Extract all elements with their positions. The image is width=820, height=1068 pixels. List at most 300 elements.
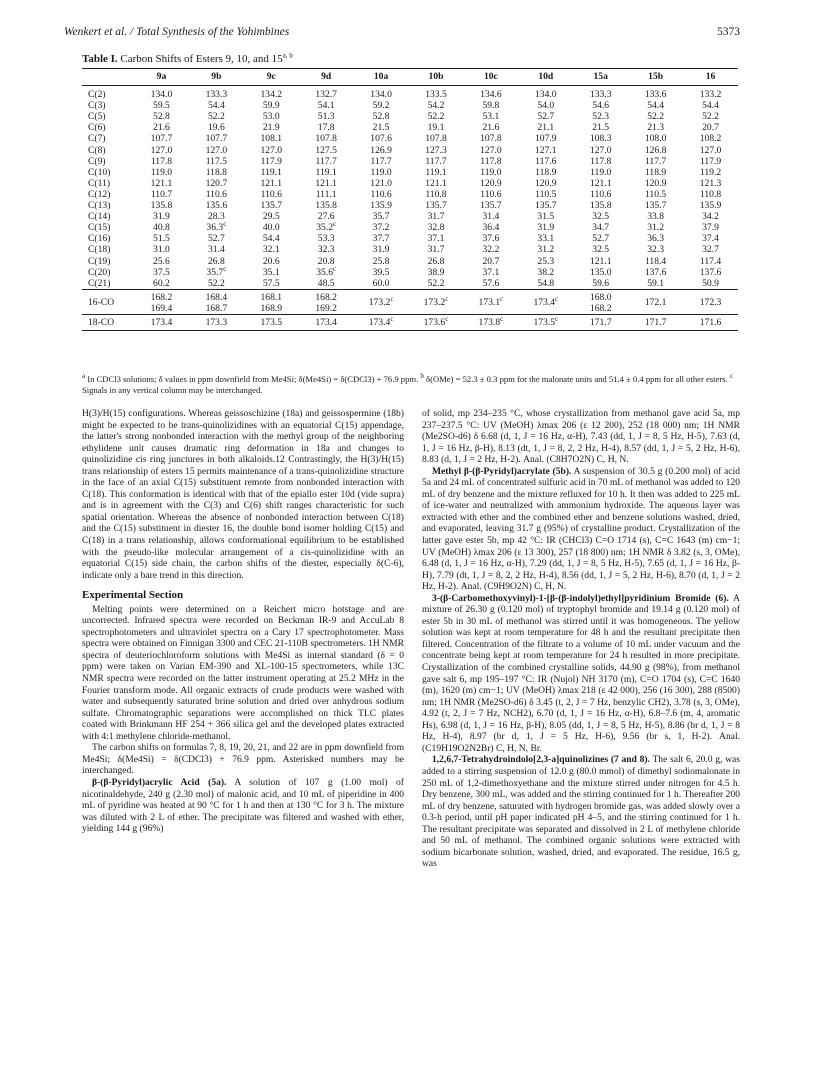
shift-cell — [463, 211, 518, 222]
shift-cell — [354, 267, 409, 278]
shift-cell — [683, 278, 738, 290]
row-label: C(2) — [88, 89, 106, 101]
shift-cell — [244, 86, 299, 101]
shift-value: 121.1 — [589, 255, 612, 267]
shift-cell — [299, 133, 354, 144]
shift-cell — [573, 289, 628, 314]
footnote-text: $^a$ In CDCl3 solutions; δ values in ppm downfield from Me4Si; δ(Me4Si) = δ(CDCl3) + 76.9 ppm. $^b$ δ(OMe) = 52.3 ± 0.3 ppm for the malonate units and 51.4 ± 0.4 ppm for all other esters. $^c$ Signals in any vertical column may be interchanged. — [82, 372, 733, 395]
shift-value: 121.0 — [370, 177, 392, 189]
shift-value: 110.8 — [425, 188, 447, 200]
shift-cell — [134, 222, 189, 233]
shift-cell — [463, 278, 518, 290]
shift-value: 21.5 — [592, 122, 610, 134]
shift-cell — [244, 314, 299, 330]
shift-value: 173.3 — [205, 316, 228, 328]
shift-cell — [518, 256, 573, 267]
shift-cell — [299, 178, 354, 189]
shift-cell — [518, 278, 573, 290]
shift-cell — [409, 233, 464, 244]
shift-value: 52.3 — [592, 111, 610, 123]
shift-value: 117.7 — [425, 155, 447, 167]
shift-cell — [244, 289, 299, 314]
compound-5b-text: A suspension of 30.5 g (0.200 mol) of acid 5a and 24 mL of concentrated sulfuric acid in 70 mL of methanol was added to 120 mL of dry benzene and the mixture refluxed for 10 h. It then was added to 225 mL of ice-water and neutralized with ammonium hydroxide. The aqueous layer was extracted with ether and the combined ether and benzene solutions washed, dried, and evaporated, leaving 31.7 g (95%) of crystalline product. Crystallization of the latter gave ester 5b, mp 42 °C: IR (CHCl3) C=O 1714 (s), C=C 1643 (m) cm−1; UV (MeOH) λmax 206 (ε 13 300), 257 (18 800) nm; 1H NMR δ 3.82 (s, 3, OMe), 6.48 (d, 1, J = 16 Hz, α-H), 7.29 (dd, 1, J = 8, 5 Hz, H-5), 7.65 (d, 1, J = 16 Hz, β-H), 7.79 (dt, 1, J = 8, 2, 2 Hz, H-4), 8.56 (dd, 1, J = 5, 2 Hz, H-6), 8.70 (d, 1, J = 2 Hz, H-2). Anal. (C9H9O2N) C, H, N. — [422, 465, 740, 593]
shift-value: 25.3 — [537, 255, 555, 267]
shift-value: 120.9 — [480, 177, 502, 189]
shift-value: 172.1 — [644, 297, 667, 309]
shift-value: 37.6 — [482, 233, 500, 245]
row-label: C(19) — [88, 255, 111, 267]
shift-cell — [244, 244, 299, 255]
shift-value: 57.5 — [262, 277, 280, 289]
shift-cell — [409, 100, 464, 111]
shift-value: 135.7 — [260, 200, 283, 212]
shift-value: 119.0 — [370, 166, 392, 178]
shift-cell — [573, 133, 628, 144]
shift-value: 168.9 — [260, 302, 283, 314]
shift-cell — [683, 178, 738, 189]
shift-value: 121.3 — [699, 177, 722, 189]
shift-cell — [134, 314, 189, 330]
table-row — [82, 111, 738, 122]
shift-cell — [189, 211, 244, 222]
shift-value: 126.9 — [370, 144, 392, 156]
shift-cell — [244, 256, 299, 267]
shift-cell — [518, 145, 573, 156]
shift-cell — [573, 200, 628, 211]
shift-value: 110.6 — [480, 188, 502, 200]
shift-value: 32.8 — [427, 222, 445, 234]
shift-cell — [409, 289, 464, 314]
shift-value: 173.4 — [315, 316, 337, 328]
row-label: C(3) — [88, 100, 106, 112]
table-row — [82, 211, 738, 222]
shift-value: 119.0 — [150, 166, 173, 178]
compound-6-paragraph — [422, 593, 740, 755]
shift-value: 117.6 — [535, 155, 557, 167]
shift-value: 110.7 — [150, 188, 173, 200]
shift-cell — [573, 267, 628, 278]
shift-cell — [354, 256, 409, 267]
compounds-7-8-heading: 1,2,6,7-Tetrahydroindolo[2,3-a]quinolizines (7 and 8). — [432, 754, 650, 766]
shift-cell — [244, 233, 299, 244]
shift-value: 53.1 — [482, 111, 500, 123]
shift-value: 121.1 — [315, 177, 337, 189]
shift-value: 168.1 — [260, 291, 283, 303]
shift-value: 21.3 — [647, 122, 664, 134]
shift-cell — [354, 86, 409, 101]
table-row — [82, 189, 738, 200]
running-head-title: Wenkert et al. / Total Synthesis of the Yohimbines — [64, 26, 290, 38]
shift-cell — [518, 100, 573, 111]
shift-value: 27.6 — [317, 211, 335, 223]
shift-cell — [409, 167, 464, 178]
footnote-mark: c — [500, 314, 504, 323]
shift-cell — [463, 167, 518, 178]
column-header: 9a — [134, 69, 189, 86]
compound-5b-heading: Methyl β-(β-Pyridyl)acrylate (5b). — [432, 465, 572, 477]
shift-value: 53.3 — [317, 233, 335, 245]
shift-value: 21.6 — [482, 122, 500, 134]
methods-paragraph: Melting points were determined on a Reichert micro hotstage and are uncorrected. Infrared spectra were recorded on Beckman IR-9 and AccuLab 8 spectrophotometers and ultraviolet spectra on a Cary 17 spectrophotometer. Mass spectra were obtained on Finnigan 3300 and CEC 21-110B spectrometers. 1H NMR spectra of deuteriochloroform solutions with Me4Si as internal standard (δ = 0 ppm) were taken on Varian EM-390 and XL-100-15 spectrometers, while 13C NMR spectra were recorded on the latter instrument operating at 25.2 MHz in the Fourier transform mode. All organic extracts of crude products were washed with water and subsequently saturated brine solution and dried over anhydrous sodium sulfate. Chromatographic separations were accomplished on thick TLC plates coated with Brinkmann HF 254 + 366 silica gel and the developed plates extracted with 4:1 methylene chloride-methanol. — [82, 603, 404, 742]
shift-value: 31.9 — [153, 211, 170, 223]
shift-cell — [244, 145, 299, 156]
shift-cell — [189, 133, 244, 144]
shift-value: 126.8 — [644, 144, 667, 156]
shift-cell — [463, 86, 518, 101]
shift-cell — [573, 111, 628, 122]
shift-value: 134.0 — [370, 89, 392, 101]
shift-value: 52.8 — [372, 111, 390, 123]
shift-cell — [189, 167, 244, 178]
shift-cell — [463, 100, 518, 111]
shift-cell — [244, 211, 299, 222]
column-header: 10b — [409, 69, 464, 86]
column-header: 10a — [354, 69, 409, 86]
footnote-b: δ(OMe) = 52.3 ± 0.3 ppm for the malonate units and 51.4 ± 0.4 ppm for all other esters. — [426, 374, 728, 384]
shift-cell — [518, 133, 573, 144]
column-header: 15b — [628, 69, 683, 86]
table-row — [82, 200, 738, 211]
shift-cell — [683, 222, 738, 233]
shift-value: 19.6 — [207, 122, 225, 134]
shift-value: 171.7 — [644, 316, 667, 328]
shift-cell — [573, 222, 628, 233]
shift-value: 59.9 — [262, 100, 280, 112]
shift-value: 127.0 — [699, 144, 722, 156]
shift-value: 135.7 — [425, 200, 447, 212]
shift-cell — [354, 111, 409, 122]
shift-cell — [463, 244, 518, 255]
footnote-mark: c — [223, 266, 227, 273]
shift-cell — [518, 122, 573, 133]
compounds-7-8-paragraph — [422, 754, 740, 869]
shift-value: 31.0 — [153, 244, 170, 256]
shift-value: 119.0 — [590, 166, 612, 178]
shift-cell — [189, 314, 244, 330]
shift-value: 17.8 — [317, 122, 335, 134]
shift-cell — [628, 156, 683, 167]
shift-value: 34.2 — [702, 211, 719, 223]
shift-cell — [244, 133, 299, 144]
table-title: Carbon Shifts of Esters 9, 10, and 15 — [120, 53, 283, 65]
shift-cell — [463, 314, 518, 330]
shift-cell — [354, 211, 409, 222]
shift-value: 29.5 — [262, 211, 280, 223]
shift-cell — [134, 133, 189, 144]
shift-cell — [354, 189, 409, 200]
shift-value: 121.1 — [150, 177, 173, 189]
shift-cell — [463, 133, 518, 144]
shift-value: 119.1 — [315, 166, 337, 178]
shift-cell — [683, 156, 738, 167]
footnote-mark: c — [555, 314, 559, 323]
shift-cell — [573, 233, 628, 244]
shift-value: 37.7 — [372, 233, 390, 245]
shift-value: 117.8 — [150, 155, 173, 167]
shift-cell — [244, 156, 299, 167]
shift-value: 127.0 — [150, 144, 173, 156]
shift-value: 52.7 — [592, 233, 610, 245]
shift-cell — [299, 189, 354, 200]
row-label: C(9) — [88, 155, 106, 167]
shift-value: 119.1 — [425, 166, 447, 178]
shift-cell — [518, 86, 573, 101]
shift-value: 119.0 — [480, 166, 502, 178]
row-label: C(21) — [88, 277, 111, 289]
shift-cell — [683, 200, 738, 211]
shift-cell — [463, 256, 518, 267]
footnote-mark: c — [333, 266, 337, 273]
shift-value: 121.1 — [589, 177, 612, 189]
table-row-18-co — [82, 314, 738, 330]
shift-value: 110.5 — [644, 188, 667, 200]
table-row — [82, 267, 738, 278]
shift-cell — [409, 211, 464, 222]
shift-value: 37.4 — [702, 233, 719, 245]
shift-value: 107.7 — [205, 133, 228, 145]
shift-value: 54.4 — [207, 100, 225, 112]
column-header: 10d — [518, 69, 573, 86]
column-header: 9b — [189, 69, 244, 86]
compound-5a-paragraph — [82, 777, 404, 835]
shift-value: 173.5 — [260, 316, 283, 328]
shift-value: 39.5 — [372, 266, 390, 278]
shift-value: 25.8 — [372, 255, 390, 267]
shift-value: 20.7 — [482, 255, 500, 267]
shift-value: 108.3 — [589, 133, 612, 145]
table-header-row — [82, 69, 738, 86]
shift-value: 36.4 — [482, 222, 500, 234]
shift-value: 169.4 — [150, 302, 173, 314]
shift-cell — [683, 233, 738, 244]
shift-value: 20.6 — [262, 255, 280, 267]
shift-value: 121.1 — [260, 177, 283, 189]
shift-cell — [244, 189, 299, 200]
shift-cell — [189, 189, 244, 200]
shift-cell — [354, 222, 409, 233]
shift-cell — [354, 167, 409, 178]
shift-value: 127.0 — [205, 144, 228, 156]
shift-cell — [409, 278, 464, 290]
shift-value: 110.6 — [370, 188, 392, 200]
shift-value: 34.7 — [592, 222, 610, 234]
shift-value: 107.8 — [480, 133, 502, 145]
shift-value: 52.2 — [427, 111, 445, 123]
row-label: C(14) — [88, 211, 111, 223]
shift-cell — [244, 122, 299, 133]
shift-value: 26.8 — [207, 255, 225, 267]
shift-value: 173.4 — [150, 316, 173, 328]
shift-cell — [683, 211, 738, 222]
shift-value: 52.2 — [702, 111, 719, 123]
shift-cell — [299, 122, 354, 133]
shift-value: 118.9 — [535, 166, 557, 178]
row-label: C(5) — [88, 111, 106, 123]
shift-cell — [354, 244, 409, 255]
table-row — [82, 167, 738, 178]
row-label: C(18) — [88, 244, 111, 256]
shift-cell — [518, 156, 573, 167]
compounds-7-8-text: The salt 6, 20.0 g, was added to a stirring suspension of 12.0 g (80.0 mmol) of dimethyl sodiomalonate in 250 mL of 1,2-dimethoxyethane and the mixture stirred under nitrogen for 4.5 h. Dry benzene, 300 mL, was added and the stirring continued for 1 h. Thereafter 200 mL of dry benzene, saturated with hydrogen bromide gas, was added slowly over a 0.3-h period, until pH paper indicated pH 4–5, and the stirring continued for 1 h. The resultant precipitate was separated and dissolved in 2 L of methylene chloride and 50 mL of methanol. The combined organic solutions were extracted with sodium bicarbonate solution, washed, dried, and evaporated. The residue, 16.5 g, was — [422, 754, 740, 870]
row-label: C(8) — [88, 144, 106, 156]
shift-cell — [683, 111, 738, 122]
shift-value: 120.7 — [205, 177, 228, 189]
shift-cell — [299, 278, 354, 290]
shift-note-paragraph: The carbon shifts on formulas 7, 8, 19, 20, 21, and 22 are in ppm downfield from Me4Si; δ(Me4Si) = δ(CDCl3) + 76.9 ppm. Asterisked numbers may be interchanged. — [82, 742, 404, 777]
column-header: 16 — [683, 69, 738, 86]
shift-value: 110.6 — [260, 188, 282, 200]
row-label: C(20) — [88, 266, 111, 278]
shift-cell — [244, 167, 299, 178]
shift-value: 137.6 — [699, 266, 722, 278]
shift-value: 134.2 — [260, 89, 283, 101]
shift-value: 54.4 — [262, 233, 280, 245]
shift-cell — [518, 233, 573, 244]
table-row — [82, 145, 738, 156]
shift-cell — [299, 256, 354, 267]
carbon-shifts-table — [82, 68, 738, 331]
table-row — [82, 233, 738, 244]
shift-cell — [463, 189, 518, 200]
shift-cell — [683, 189, 738, 200]
shift-value: 32.2 — [482, 244, 500, 256]
compound-6-text: A mixture of 26.30 g (0.120 mol) of tryptophyl bromide and 19.14 g (0.120 mol) of ester 5b in 30 mL of methanol was stirred until it was homogeneous. The yellow solution was kept at room temperature for 48 h and the resultant precipitate then filtered. Concentration of the filtrate to a volume of 10 mL under vacuum and the concentrate being kept at room temperature for 24 h resulted in more precipitate. Crystallization of the combined crystalline solids, 44.90 g (98%), from methanol gave salt 6, mp 195–197 °C: IR (Nujol) NH 3170 (m), C=O 1704 (s), C=C 1640 (m), 1620 (m) cm−1; UV (MeOH) λmax 218 (ε 42 000), 256 (16 300), 288 (8500) nm; 1H NMR (Me2SO-d6) δ 3.45 (t, 2, J = 7 Hz, benzylic CH2), 3.78 (s, 3, OMe), 4.92 (t, 2, J = 7 Hz, NCH2), 6.70 (d, 1, J = 16 Hz, α-H), 6.8–7.6 (m, 4, aromatic Hs), 6.98 (d, 1, J = 16 Hz, β-H), 8.05 (dd, 1, J = 8, 5 Hz, H-5), 8.86 (br d, 1, J = 8 Hz, H-4), 8.97 (br d, 1, J = 5 Hz, H-6), 9.56 (br s, 1, H-2). Anal. (C19H19O2N2Br) C, H, N, Br. — [422, 592, 740, 754]
shift-value: 110.8 — [699, 188, 722, 200]
shift-cell — [354, 100, 409, 111]
compound-5a-continued: of solid, mp 234–235 °C, whose crystallization from methanol gave acid 5a, mp 237–237.5 °C: UV (MeOH) λmax 206 (ε 12 200), 252 (18 000) nm; 1H NMR (Me2SO-d6) δ 6.68 (d, 1, J = 16 Hz, α-H), 7.43 (dd, 1, J = 8, 5 Hz, H-5), 7.63 (d, 1, J = 16 Hz, β-H), 8.13 (dt, 1, J = 8, 2, 2 Hz, H-4), 8.57 (dd, 1, J = 5, 2 Hz, H-6), 8.83 (d, 1, J = 2 Hz, H-2). Anal. (C8H7O2N) C, H, N. — [422, 408, 740, 466]
shift-value: 110.6 — [205, 188, 227, 200]
shift-cell — [299, 289, 354, 314]
shift-value: 135.8 — [315, 200, 337, 212]
shift-value: 133.2 — [699, 89, 722, 101]
shift-value: 51.5 — [153, 233, 170, 245]
shift-value: 132.7 — [315, 89, 337, 101]
shift-value: 20.7 — [702, 122, 719, 134]
left-column — [82, 408, 404, 1060]
shift-cell — [354, 289, 409, 314]
shift-cell — [573, 100, 628, 111]
shift-value: 117.8 — [590, 155, 612, 167]
shift-cell — [134, 267, 189, 278]
shift-value: 21.6 — [153, 122, 170, 134]
shift-cell — [189, 222, 244, 233]
shift-cell — [409, 267, 464, 278]
shift-cell — [628, 122, 683, 133]
shift-value: 135.8 — [150, 200, 173, 212]
shift-cell — [573, 278, 628, 290]
shift-value: 60.2 — [153, 277, 170, 289]
shift-cell — [189, 244, 244, 255]
shift-value: 59.8 — [482, 100, 500, 112]
shift-cell — [354, 145, 409, 156]
table-row — [82, 100, 738, 111]
footnote-c: Signals in any vertical column may be interchanged. — [82, 384, 263, 395]
shift-cell — [628, 100, 683, 111]
shift-value: 173.8 — [478, 316, 501, 328]
row-label: C(10) — [88, 166, 111, 178]
table-row — [82, 278, 738, 290]
shift-value: 135.9 — [699, 200, 722, 212]
shift-value: 60.0 — [372, 277, 390, 289]
shift-cell — [189, 156, 244, 167]
shift-cell — [628, 244, 683, 255]
shift-cell — [354, 314, 409, 330]
shift-value: 52.2 — [207, 111, 225, 123]
shift-cell — [573, 211, 628, 222]
shift-cell — [134, 200, 189, 211]
shift-cell — [518, 178, 573, 189]
footnote-mark: c — [390, 295, 394, 304]
shift-cell — [628, 86, 683, 101]
shift-cell — [628, 133, 683, 144]
shift-cell — [573, 314, 628, 330]
shift-cell — [189, 233, 244, 244]
shift-value: 19.1 — [427, 122, 445, 134]
shift-value: 121.1 — [425, 177, 447, 189]
shift-value: 117.7 — [644, 155, 667, 167]
shift-cell — [409, 222, 464, 233]
shift-value: 31.4 — [207, 244, 225, 256]
shift-cell — [189, 289, 244, 314]
shift-cell — [683, 256, 738, 267]
footnote-mark: c — [445, 314, 449, 323]
shift-value: 173.6 — [423, 316, 446, 328]
compound-5a-text: A solution of 107 g (1.00 mol) of nicotinaldehyde, 240 g (2.30 mol) of malonic acid, and 10 mL of piperidine in 400 mL of pyridine was heated at 90 °C for 1 h and then at 130 °C for 3 h. The mixture was diluted with 2 L of ether. The precipitate was filtered and washed with ether, yielding 144 g (96%) — [82, 776, 404, 835]
shift-cell — [244, 111, 299, 122]
shift-cell — [354, 133, 409, 144]
table-row — [82, 122, 738, 133]
shift-value: 110.5 — [535, 188, 557, 200]
shift-cell — [189, 200, 244, 211]
shift-value: 59.1 — [647, 277, 664, 289]
shift-cell — [299, 145, 354, 156]
column-header: 9c — [244, 69, 299, 86]
shift-cell — [518, 289, 573, 314]
row-label: C(15) — [88, 222, 111, 234]
shift-value: 173.4 — [533, 297, 556, 309]
shift-value: 54.2 — [427, 100, 445, 112]
shift-value: 135.9 — [370, 200, 392, 212]
shift-cell — [518, 200, 573, 211]
table-row — [82, 133, 738, 144]
shift-value: 59.5 — [153, 100, 170, 112]
shift-value: 31.7 — [427, 244, 445, 256]
shift-cell — [683, 167, 738, 178]
shift-cell — [299, 267, 354, 278]
shift-value: 117.7 — [370, 155, 392, 167]
shift-value: 26.8 — [427, 255, 445, 267]
shift-cell — [463, 111, 518, 122]
shift-cell — [573, 256, 628, 267]
shift-cell — [189, 256, 244, 267]
shift-cell — [573, 156, 628, 167]
shift-value: 52.7 — [537, 111, 555, 123]
shift-cell — [628, 289, 683, 314]
shift-cell — [683, 86, 738, 101]
shift-value: 135.7 — [535, 200, 557, 212]
shift-cell — [628, 167, 683, 178]
shift-value: 108.2 — [699, 133, 722, 145]
shift-value: 35.7 — [206, 266, 224, 278]
table-label: Table I. — [82, 53, 118, 65]
shift-cell — [573, 189, 628, 200]
shift-cell — [189, 278, 244, 290]
shift-cell — [354, 200, 409, 211]
shift-value: 169.2 — [315, 302, 337, 314]
shift-cell — [134, 111, 189, 122]
shift-cell — [463, 222, 518, 233]
experimental-section-heading: Experimental Section — [82, 589, 184, 602]
